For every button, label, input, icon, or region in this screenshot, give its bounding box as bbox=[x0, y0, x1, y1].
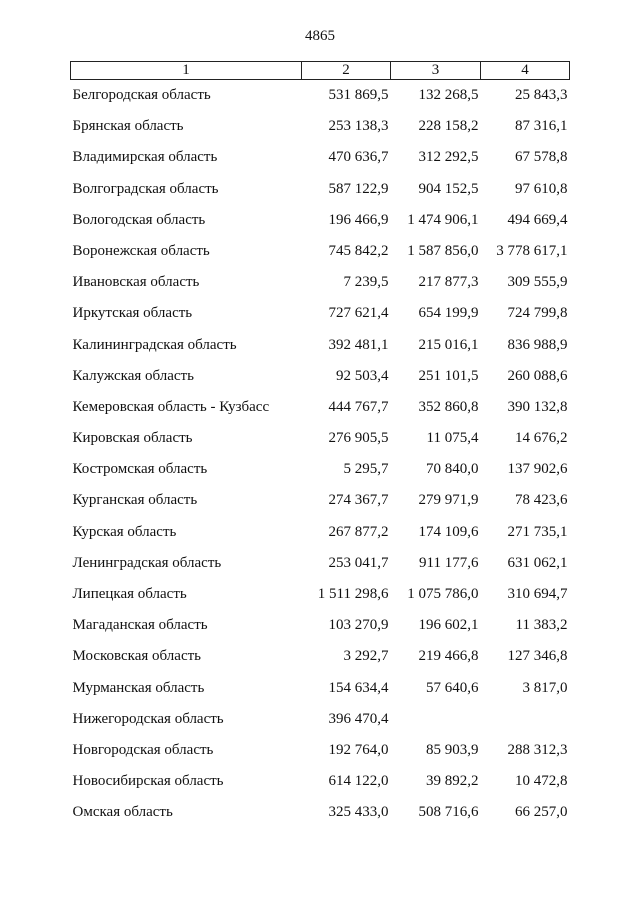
value-col-4: 260 088,6 bbox=[507, 367, 568, 384]
region-name: Ивановская область bbox=[72, 274, 200, 291]
value-col-4: 494 669,4 bbox=[507, 211, 568, 228]
value-col-4: 78 423,6 bbox=[515, 492, 568, 509]
region-name: Кемеровская область - Кузбасс bbox=[72, 398, 270, 415]
value-col-2: 1 511 298,6 bbox=[317, 586, 389, 602]
header-col-2: 2 bbox=[302, 62, 391, 80]
value-col-4: 137 902,6 bbox=[507, 461, 568, 478]
region-name: Воронежская область bbox=[72, 242, 210, 259]
header-row bbox=[71, 62, 570, 80]
value-col-3: 911 177,6 bbox=[419, 554, 479, 571]
value-col-3: 70 840,0 bbox=[426, 461, 479, 478]
table-row bbox=[71, 525, 570, 556]
value-col-3: 1 587 856,0 bbox=[407, 242, 479, 259]
value-col-2: 531 869,5 bbox=[328, 87, 389, 103]
value-col-2: 92 503,4 bbox=[336, 367, 389, 384]
table-row bbox=[71, 244, 570, 275]
value-col-2: 192 764,0 bbox=[328, 741, 389, 758]
value-col-4: 724 799,8 bbox=[507, 305, 568, 322]
value-col-2: 325 433,0 bbox=[328, 804, 389, 821]
header-col-4: 4 bbox=[481, 62, 570, 80]
region-name: Белгородская область bbox=[72, 87, 211, 103]
table-row bbox=[71, 649, 570, 680]
table-row bbox=[71, 712, 570, 743]
region-name: Калужская область bbox=[72, 367, 194, 384]
header-col-1: 1 bbox=[71, 62, 302, 80]
value-col-3: 654 199,9 bbox=[418, 305, 479, 322]
value-col-2: 7 239,5 bbox=[343, 274, 389, 291]
table-row bbox=[71, 462, 570, 493]
table-row bbox=[71, 275, 570, 306]
region-name: Липецкая область bbox=[72, 586, 187, 602]
table-row bbox=[71, 587, 570, 618]
value-col-2: 5 295,7 bbox=[343, 461, 389, 478]
value-col-3: 57 640,6 bbox=[426, 679, 479, 696]
region-name: Московская область bbox=[72, 648, 201, 665]
value-col-3: 904 152,5 bbox=[418, 180, 479, 197]
value-col-3: 196 602,1 bbox=[418, 617, 479, 634]
page-number: 4865 bbox=[305, 28, 335, 44]
region-name: Нижегородская область bbox=[72, 710, 224, 727]
region-name: Владимирская область bbox=[72, 149, 218, 166]
region-name: Вологодская область bbox=[72, 211, 206, 228]
region-name: Курская область bbox=[72, 523, 177, 540]
table-row bbox=[71, 80, 570, 120]
value-col-4: 97 610,8 bbox=[515, 180, 568, 197]
value-col-2: 444 767,7 bbox=[328, 398, 389, 415]
value-col-3: 508 716,6 bbox=[418, 804, 479, 821]
value-col-2: 154 634,4 bbox=[328, 679, 389, 696]
table-body bbox=[71, 80, 570, 837]
value-col-4: 271 735,1 bbox=[507, 523, 568, 540]
table-row bbox=[71, 556, 570, 587]
header-col-3: 3 bbox=[391, 62, 481, 80]
value-col-2: 253 041,7 bbox=[328, 554, 389, 571]
table-row bbox=[71, 805, 570, 836]
table-row bbox=[71, 400, 570, 431]
region-name: Калининградская область bbox=[72, 336, 237, 353]
value-col-3: 1 474 906,1 bbox=[407, 211, 479, 228]
table-header bbox=[71, 62, 570, 80]
value-col-2: 196 466,9 bbox=[328, 211, 389, 228]
value-col-4: 87 316,1 bbox=[515, 118, 568, 135]
value-col-4: 288 312,3 bbox=[507, 741, 568, 758]
value-col-3: 1 075 786,0 bbox=[407, 586, 479, 602]
value-col-4: 66 257,0 bbox=[515, 804, 568, 821]
value-col-2: 276 905,5 bbox=[328, 430, 389, 447]
value-col-4: 310 694,7 bbox=[507, 586, 568, 602]
table-row bbox=[71, 182, 570, 213]
value-col-4: 3 817,0 bbox=[522, 679, 568, 696]
value-col-3: 217 877,3 bbox=[418, 274, 479, 291]
value-col-4: 127 346,8 bbox=[507, 648, 568, 665]
region-name: Ленинградская область bbox=[72, 554, 222, 571]
value-col-3: 279 971,9 bbox=[418, 492, 479, 509]
value-col-2: 253 138,3 bbox=[328, 118, 389, 135]
table-row bbox=[71, 618, 570, 649]
value-col-3: 352 860,8 bbox=[418, 398, 479, 415]
table-row bbox=[71, 338, 570, 369]
value-col-2: 274 367,7 bbox=[328, 492, 389, 509]
value-col-3: 312 292,5 bbox=[418, 149, 479, 166]
region-name: Омская область bbox=[72, 804, 173, 821]
region-name: Мурманская область bbox=[72, 679, 205, 696]
value-col-3: 85 903,9 bbox=[426, 741, 479, 758]
value-col-3 bbox=[391, 712, 481, 743]
value-col-3: 132 268,5 bbox=[418, 87, 479, 103]
value-col-4: 67 578,8 bbox=[515, 149, 568, 166]
value-col-2: 727 621,4 bbox=[328, 305, 389, 322]
table-row bbox=[71, 493, 570, 524]
value-col-2: 392 481,1 bbox=[328, 336, 389, 353]
value-col-4: 11 383,2 bbox=[515, 617, 568, 634]
value-col-3: 174 109,6 bbox=[418, 523, 479, 540]
data-table bbox=[70, 61, 570, 837]
value-col-3: 215 016,1 bbox=[418, 336, 479, 353]
value-col-4 bbox=[481, 712, 570, 743]
table-row bbox=[71, 743, 570, 774]
region-name: Иркутская область bbox=[72, 305, 193, 322]
region-name: Кировская область bbox=[72, 430, 193, 447]
value-col-4: 631 062,1 bbox=[507, 554, 568, 571]
value-col-2: 103 270,9 bbox=[328, 617, 389, 634]
value-col-2: 614 122,0 bbox=[328, 773, 389, 790]
value-col-2: 745 842,2 bbox=[328, 242, 389, 259]
value-col-4: 14 676,2 bbox=[515, 430, 568, 447]
region-name: Курганская область bbox=[72, 492, 198, 509]
value-col-3: 251 101,5 bbox=[418, 367, 479, 384]
value-col-2: 267 877,2 bbox=[328, 523, 389, 540]
table-row bbox=[71, 681, 570, 712]
region-name: Волгоградская область bbox=[72, 180, 219, 197]
table-row bbox=[71, 213, 570, 244]
value-col-2: 396 470,4 bbox=[328, 710, 389, 727]
value-col-4: 309 555,9 bbox=[507, 274, 568, 291]
value-col-4: 25 843,3 bbox=[515, 87, 568, 103]
table-row bbox=[71, 774, 570, 805]
value-col-4: 836 988,9 bbox=[507, 336, 568, 353]
region-name: Новосибирская область bbox=[72, 773, 224, 790]
region-name: Брянская область bbox=[72, 118, 184, 135]
value-col-3: 219 466,8 bbox=[418, 648, 479, 665]
value-col-4: 3 778 617,1 bbox=[496, 242, 568, 259]
region-name: Магаданская область bbox=[72, 617, 208, 634]
region-name: Костромская область bbox=[72, 461, 208, 478]
table-row bbox=[71, 431, 570, 462]
table-row bbox=[71, 306, 570, 337]
region-name: Новгородская область bbox=[72, 741, 214, 758]
table-row bbox=[71, 150, 570, 181]
value-col-4: 390 132,8 bbox=[507, 398, 568, 415]
table-row bbox=[71, 369, 570, 400]
value-col-2: 470 636,7 bbox=[328, 149, 389, 166]
value-col-3: 39 892,2 bbox=[426, 773, 479, 790]
value-col-2: 3 292,7 bbox=[343, 648, 389, 665]
value-col-3: 228 158,2 bbox=[418, 118, 479, 135]
value-col-3: 11 075,4 bbox=[426, 430, 479, 447]
table-row bbox=[71, 119, 570, 150]
value-col-4: 10 472,8 bbox=[515, 773, 568, 790]
value-col-2: 587 122,9 bbox=[328, 180, 389, 197]
